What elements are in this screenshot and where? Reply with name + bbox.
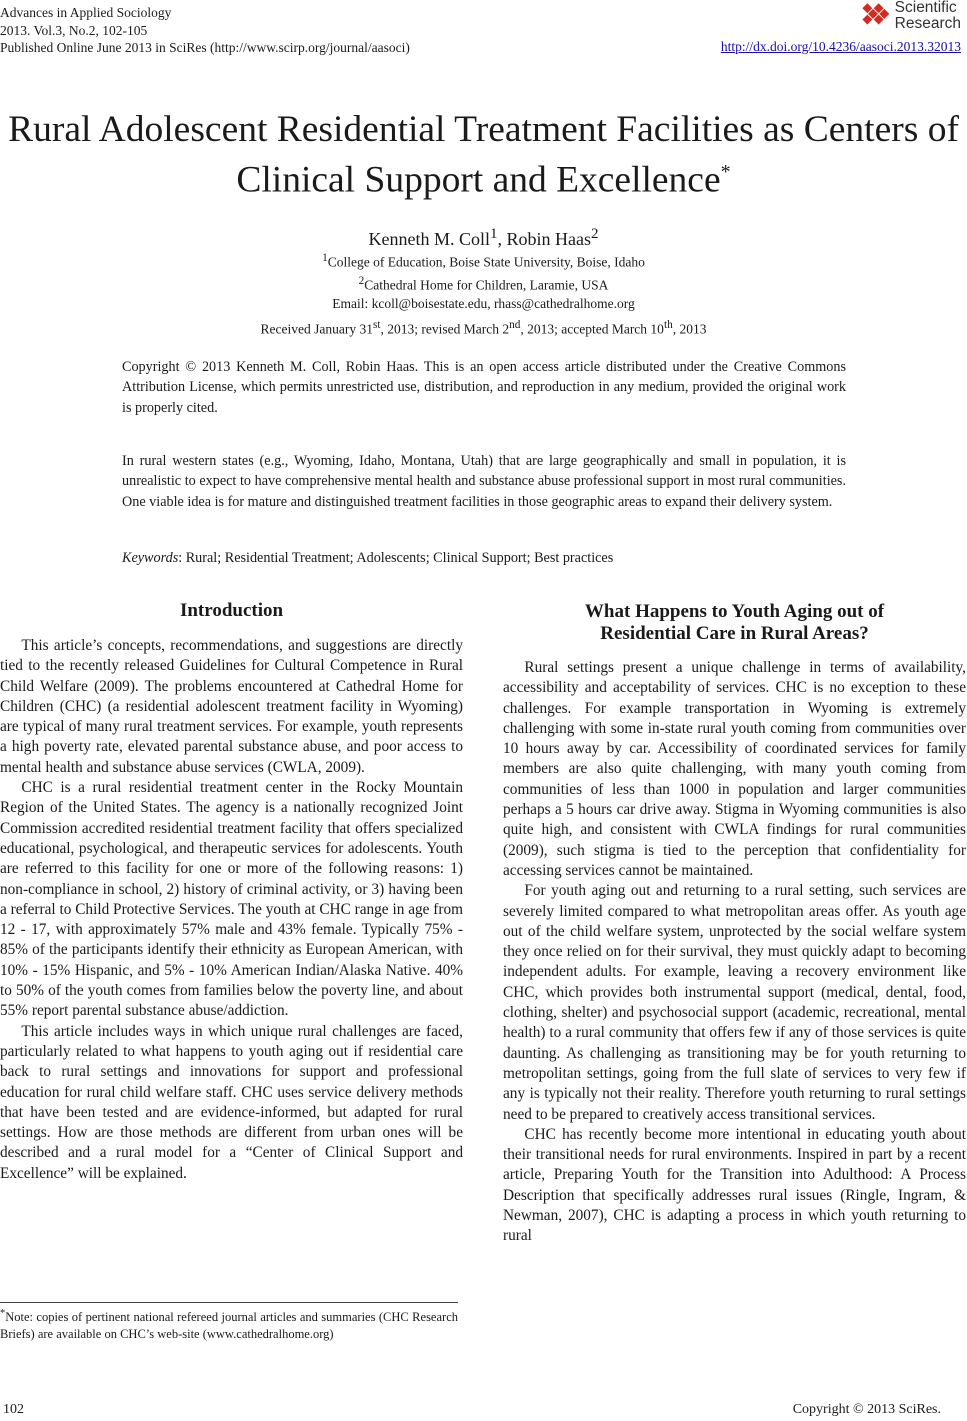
- author-list: Kenneth M. Coll$^1$, Robin Haas$^2$: [368, 226, 599, 249]
- publisher-logo: [854, 0, 961, 32]
- journal-name: Advances in Applied Sociology: [0, 5, 172, 20]
- affiliation-1: $^1$College of Education, Boise State University, Boise, Idaho: [322, 252, 645, 270]
- title-line-2: Clinical Support and Excellence*: [236, 159, 731, 201]
- paragraph: This article includes ways in which unique rural challenges are faced, particularly related to what happens to youth aging out if residential care back to rural settings and innovations for support and professional education for rural child welfare staff. CHC uses service delivery methods that have been tested and are evidence-informed, but adapted for rural settings. How are those methods are different from urban ones will be described and a rural model for a “Center of Clinical Support and Excellence” will be explained.: [0, 1022, 463, 1182]
- title-line-1: Rural Adolescent Residential Treatment Facilities as Centers of: [8, 109, 959, 150]
- logo-text-line1: Scientific: [894, 0, 957, 16]
- article-title: [0, 108, 967, 202]
- abstract: In rural western states (e.g., Wyoming, Idaho, Montana, Utah) that are large geographically and small in population, it is unrealistic to expect to have comprehensive mental health and substance abuse professional support in most rural communities. One viable idea is for mature and distinguished treatment facilities in those geographic areas to expand their delivery system.: [122, 453, 846, 510]
- paragraph: Rural settings present a unique challenge in terms of availability, accessibility and acceptability of services. CHC is no exception to these challenges. For example transportation in Wyoming is extremely challenging with some in-state rural youth coming from communities over 10 hours away by car. Accessibility of coordinated services for family members are also quite challenging, with many youth coming from communities of less than 1000 in population and larger communities perhaps a 5 hours car drive away. Stigma in Wyoming communities is also quite high, and consistent with CWLA findings for rural communities (2009), such stigma is tied to the perception that confidentiality for accessing services cannot be maintained.: [503, 659, 966, 879]
- volume-info: 2013. Vol.3, No.2, 102-105: [0, 22, 148, 38]
- section-heading-introduction: Introduction: [179, 600, 284, 621]
- running-header: [0, 4, 410, 57]
- paragraph: CHC has recently become more intentional in educating youth about their transitional needs for rural environments. Inspired in part by a recent article, Preparing Youth for the Transition into Adulthood: A Process Description that specifically addresses rural issues (Ringle, Ingram, & Newman, 2007), CHC is adapting a process in which youth returning to rural: [503, 1125, 966, 1245]
- paragraph: CHC is a rural residential treatment center in the Rocky Mountain Region of the United States. The agency is a nationally recognized Joint Commission accredited residential treatment facility that offers specialized educational, psychological, and therapeutic services for adolescents. Youth are referred to this facility for one or more of the following reasons: 1) non-compliance in school, 2) history of criminal activity, or 3) having been a referral to Child Protective Services. The youth at CHC range in age from 12 - 17, with approximately 57% male and 43% female. Typically 75% - 85% of the participants identify their ethnicity as European American, with 10% - 15% Hispanic, and 5% - 10% American Indian/Alaska Native. 40% to 50% of the youth comes from families below the poverty line, and about 55% report parental substance abuse/addiction.: [0, 779, 463, 1020]
- footer-copyright: Copyright © 2013 SciRes.: [792, 1402, 941, 1417]
- keywords-text: : Rural; Residential Treatment; Adolescents; Clinical Support; Best practices: [178, 550, 614, 566]
- author-2: Robin Haas: [506, 229, 591, 249]
- paragraph: For youth aging out and returning to a rural setting, such services are severely limited compared to what metropolitan areas offer. As youth age out of the child welfare system, unprotected by the social welfare system they once relied on for their survival, they must quickly adapt to becoming independent adults. For example, leaving a recovery environment like CHC, which provides both instrumental support (medical, dental, food, clothing, shelter) and psychosocial support (academic, recreational, mental health) to a rural community that offers few if any of those services is quite daunting. As challenging as transitioning may be for youth returning to metropolitan settings, going from the full slate of services to very few if any is typically not their reality. Therefore youth returning to rural settings need to be prepared to creatively access transitional services.: [503, 882, 966, 1123]
- right-column-body: [503, 658, 966, 1247]
- left-column-body: [0, 636, 463, 1184]
- logo-diamonds-icon: [854, 1, 892, 31]
- doi-link[interactable]: http://dx.doi.org/10.4236/aasoci.2013.32013: [720, 39, 961, 54]
- title-footnote-mark: *: [720, 161, 731, 183]
- affiliation-2: $^2$Cathedral Home for Children, Laramie, USA: [358, 274, 609, 292]
- paragraph: This article’s concepts, recommendations, and suggestions are directly tied to the recently released Guidelines for Cultural Competence in Rural Child Welfare (2009). The problems encountered at Cathedral Home for Children (CHC) (a residential adolescent treatment facility in Wyoming) are typical of many rural treatment services. For example, youth represents a high poverty rate, elevated parental substance abuse, and poor access to mental health and substance abuse services (CWLA, 2009).: [0, 637, 463, 776]
- author-emails: Email: kcoll@boisestate.edu, rhass@cathedralhome.org: [332, 296, 635, 311]
- keywords: [122, 548, 846, 568]
- publication-info: Published Online June 2013 in SciRes (http://www.scirp.org/journal/aasoci): [0, 40, 410, 55]
- footnote-mark: *: [0, 1308, 6, 1319]
- section-heading-aging-out: What Happens to Youth Aging out of Residential Care in Rural Areas?: [584, 601, 885, 644]
- logo-text-line2: Research: [894, 15, 961, 32]
- copyright-notice: Copyright © 2013 Kenneth M. Coll, Robin Haas. This is an open access article distributed under the Creative Commons Attribution License, which permits unrestricted use, distribution, and reproduction in any medium, provided the original work is properly cited.: [122, 359, 846, 416]
- keywords-label: Keywords: [122, 550, 179, 566]
- footnote-divider: [0, 1302, 458, 1303]
- affiliations: [0, 249, 967, 313]
- page-number: 102: [3, 1402, 24, 1417]
- author-1: Kenneth M. Coll: [368, 229, 490, 249]
- received-dates: Received January 31st, 2013; revised March 2nd, 2013; accepted March 10th, 2013: [260, 319, 707, 337]
- footnote: *Note: copies of pertinent national refereed journal articles and summaries (CHC Research Briefs) are available on CHC’s web-site (www.cathedralhome.org): [0, 1308, 458, 1342]
